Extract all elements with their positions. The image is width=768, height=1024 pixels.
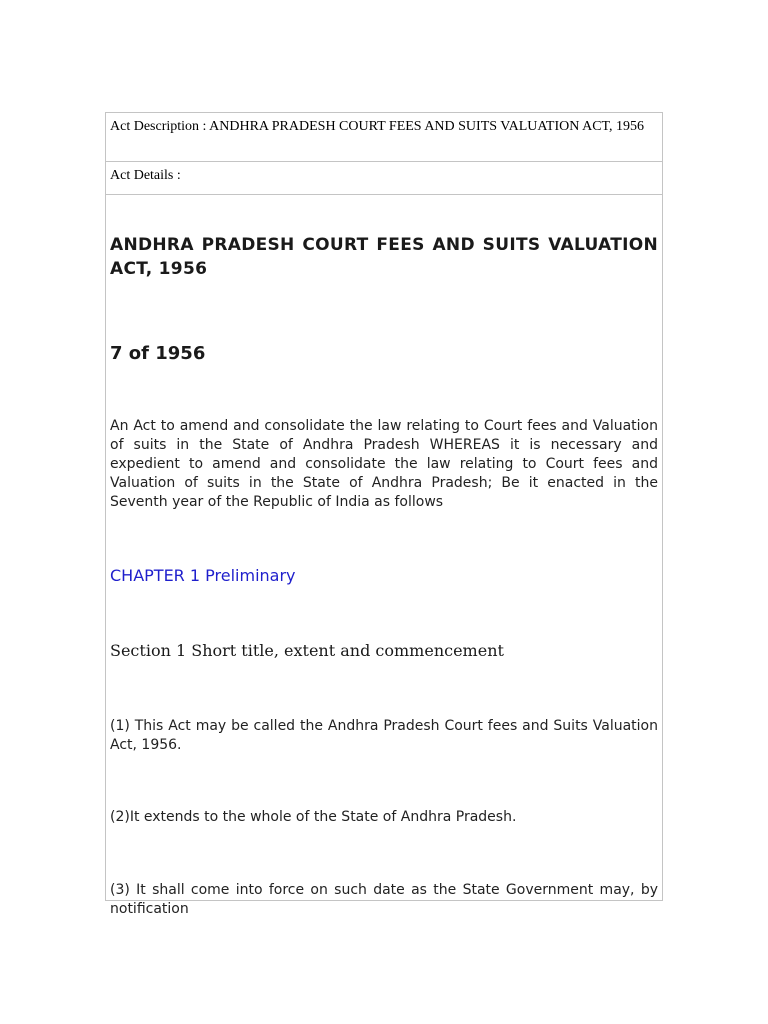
act-content-row xyxy=(106,195,663,901)
act-table xyxy=(105,112,663,917)
act-number: 7 of 1956 xyxy=(110,343,206,364)
act-content xyxy=(110,195,658,919)
act-preamble: An Act to amend and consolidate the law relating to Court fees and Valuation of suits in the State of Andhra Pradesh WHEREAS it is necessary and expedient to amend and consolidate the law relating to Court fees and Valuation of suits in the State of Andhra Pradesh; Be it enacted in the Seventh year of the Republic of India as follows xyxy=(110,418,658,510)
act-details-row xyxy=(106,162,663,195)
act-details-label: Act Details : xyxy=(106,162,663,195)
section-paragraph-3: (3) It shall come into force on such date as the State Government may, by notification xyxy=(110,882,658,917)
act-description-cell: Act Description : ANDHRA PRADESH COURT FEES AND SUITS VALUATION ACT, 1956 xyxy=(106,113,663,162)
act-description-row xyxy=(106,113,663,162)
act-content-cell xyxy=(106,195,663,917)
section-heading: Section 1 Short title, extent and commencement xyxy=(110,641,504,660)
act-content-viewport xyxy=(110,195,658,917)
section-paragraph-1: (1) This Act may be called the Andhra Pradesh Court fees and Suits Valuation Act, 1956. xyxy=(110,718,658,753)
chapter-heading-link[interactable]: CHAPTER 1 Preliminary xyxy=(110,566,296,585)
section-paragraph-2: (2)It extends to the whole of the State of Andhra Pradesh. xyxy=(110,809,517,825)
act-title: ANDHRA PRADESH COURT FEES AND SUITS VALUATION ACT, 1956 xyxy=(110,235,658,279)
